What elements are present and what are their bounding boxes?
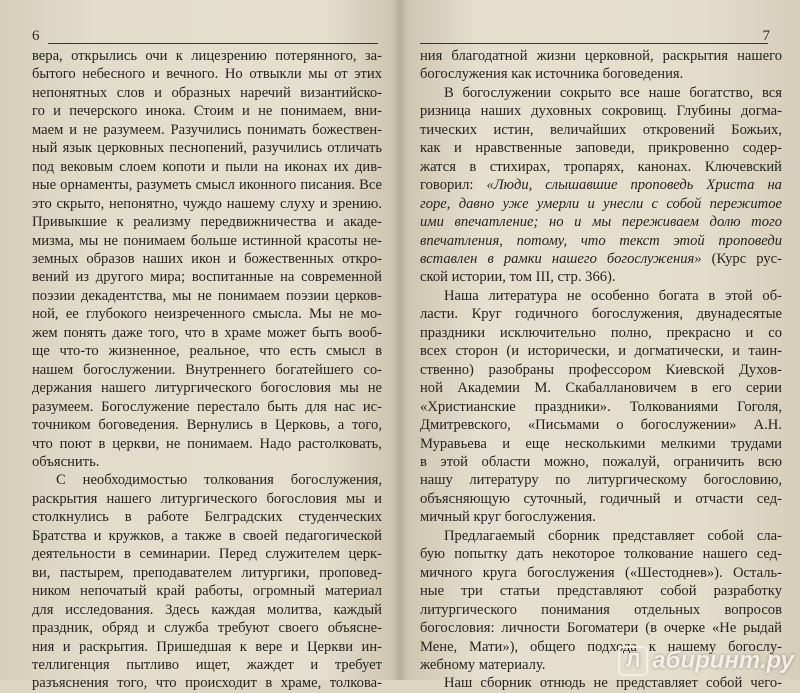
text-line: ником непочатый край работы, огромный материал xyxy=(32,583,382,600)
quote-prefix: говорил: xyxy=(420,177,487,194)
text-line: непонятных слов и образных наречий византийско- xyxy=(32,84,382,101)
labirint-watermark xyxy=(618,646,794,676)
text-line: раскрытия нашего литургического богословия мы и xyxy=(32,490,382,507)
text-line: ния и раскрытия. Пришедшая к вере и Церкви ин- xyxy=(32,638,382,655)
text-line: под вековым слоем копоти и пыли на иконах их див- xyxy=(32,158,382,175)
right-page xyxy=(402,0,800,692)
text-line: поэзии декадентства, мы не понимаем поэзии церков- xyxy=(32,287,382,304)
text-line: тических истин, величайших откровений Божьих, xyxy=(420,121,782,138)
text-line: «Христианские праздники». Толкованиями Гоголя, xyxy=(420,398,782,415)
text-line: жем понять даже того, что в храме может быть вооб- xyxy=(32,324,382,341)
text-line-quote xyxy=(420,176,782,194)
text-line: нашу литературу по литургическому богословию, xyxy=(420,472,782,489)
text-line: нашем богослужении. Внутреннего богатейшего со- xyxy=(32,361,382,378)
text-line: ще что-то жизненное, реальное, что есть смысл в xyxy=(32,343,382,360)
text-line: богословия: личности Богоматери (в очерке «Не рыдай xyxy=(420,620,782,637)
text-line: жатся в стихирах, тропарях, канонах. Ключевский xyxy=(420,158,782,175)
text-line: как и нравственные заповеди, прикровенно содер- xyxy=(420,140,782,157)
text-line: ной, ее глубокого неизреченного смысла. Мы не мо- xyxy=(32,306,382,323)
text-line: Дмитревского, «Письмами о богослужении» А.Н. xyxy=(420,417,782,434)
text-line: держания нашего литургического богословия мы не xyxy=(32,380,382,397)
text-line: праздники исключительно полно, прекрасно и со xyxy=(420,324,782,341)
watermark-badge: Л xyxy=(618,646,648,676)
text-line: столкнулись в работе Белградских студенческих xyxy=(32,509,382,526)
text-line: вений из другого мира; воспитанные на современной xyxy=(32,269,382,286)
left-page xyxy=(0,0,398,692)
right-page-text xyxy=(420,47,782,693)
text-line: Братства и кружков, а также в своей педагогической xyxy=(32,527,382,544)
text-line: вера, открылись очи к лицезрению потерянного, за- xyxy=(32,48,382,64)
text-line-quote xyxy=(420,250,782,268)
quote-suffix: (Курс рус- xyxy=(701,250,782,267)
text-line: ные три статьи представляют собой разработку xyxy=(420,583,782,600)
text-line: маем и не разумеем. Разучились понимать божествен- xyxy=(32,121,382,138)
text-line: Наш сборник отнюдь не представляет собой чего- xyxy=(444,675,782,692)
text-line: богослужения как источника боговедения. xyxy=(420,66,684,83)
text-line: ской истории, том III, стр. 366). xyxy=(420,269,616,286)
text-line: В богослужении сокрыто все наше богатство, вся xyxy=(444,84,782,101)
text-line: объясняющую суточный, годичный и отчасти сед- xyxy=(420,490,782,507)
quote-text: «Люди, слышавшие проповедь Христа на xyxy=(486,177,782,194)
text-line: мичный круг богослужения. xyxy=(420,509,596,526)
text-line: мизма, мы не понимаем больше истинной красоты не- xyxy=(32,232,382,249)
text-line: ви, пастырем, преподавателем литургики, проповед- xyxy=(32,564,382,581)
header-rule-left xyxy=(48,43,378,44)
text-line: литургического понимания отдельных вопросов xyxy=(420,601,782,618)
text-line: для исследования. Здесь каждая молитва, каждый xyxy=(32,601,382,618)
text-line: ный язык церковных песнопений, разучились отличать xyxy=(32,140,382,157)
text-line: С необходимостью толкования богослужения, xyxy=(56,472,382,489)
text-line: что поют в церкви, не понимаем. Надо растолковать, xyxy=(32,435,382,452)
text-line: земных образов наших икон и божественных откро- xyxy=(32,250,382,267)
text-line: бую попытку дать некоторое толкование нашего сед- xyxy=(420,546,782,563)
left-page-text xyxy=(32,47,382,693)
text-line: праздник, обряд и служба требуют своего объясне- xyxy=(32,620,382,637)
text-line: бытого небесного и вечного. Но отвыкли мы от этих xyxy=(32,66,382,83)
text-line: Привыкшие к реализму передвижничества и акаде- xyxy=(32,214,382,231)
text-line-quote: впечатления, потому, что текст этой проповеди xyxy=(420,232,782,249)
text-line: ласти. Круг годичного богослужения, двунадесятые xyxy=(420,306,782,323)
header-rule-right xyxy=(420,43,768,44)
text-line: ные орнаменты, разуметь смысл иконного писания. Все xyxy=(32,177,382,194)
text-line-quote: горе, давно уже умерли и унесли с собой пережитое xyxy=(420,195,782,212)
text-line: мичного круга богослужения («Шестоднев»). Осталь- xyxy=(420,564,782,581)
text-line: разъяснения того, что происходит в храме, толкова- xyxy=(32,675,382,692)
text-line: ной Академии М. Скабаллановичем в его серии xyxy=(420,380,782,397)
quote-text: вставлен в рамки нашего богослужения» xyxy=(420,250,702,267)
text-line: точником боговедения. Вернулись в Церковь, а того, xyxy=(32,417,382,434)
page-number-right: 7 xyxy=(762,28,770,44)
text-line: ризница наших духовных сокровищ. Глубины догма- xyxy=(420,103,782,120)
text-line: жебному материалу. xyxy=(420,656,546,673)
text-line: разумеем. Богослужение перестало быть для нас ис- xyxy=(32,398,382,415)
text-line: деятельности в семинарии. Перед служителем церк- xyxy=(32,546,382,563)
text-line: Муравьева и еще несколькими мелкими трудами xyxy=(420,435,782,452)
text-line: Предлагаемый сборник представляет собой сла- xyxy=(444,527,782,544)
text-line: объяснить. xyxy=(32,453,100,470)
text-line: го и печерского инока. Стоим и не понимаем, вни- xyxy=(32,103,382,120)
text-line: теллигенция пытливо ищет, жаждет и требует xyxy=(32,656,382,673)
text-line: Наша литература не особенно богата в этой об- xyxy=(444,287,782,304)
text-line-quote: ими впечатление; но и мы переживаем долю того xyxy=(420,214,782,231)
watermark-text: абиринт.ру xyxy=(652,647,794,674)
text-line: Мене, Мати»), общего подхода к нашему богослу- xyxy=(420,638,782,655)
text-line: в этой области можно, пожалуй, ограничить всю xyxy=(420,453,782,470)
text-line: всех сторон (и исторически, и догматически, и таин- xyxy=(420,343,782,360)
text-line: ния благодатной жизни церковной, раскрытия нашего xyxy=(420,48,782,64)
text-line: это скрыто, непонятно, чуждо нашему слуху и зрению. xyxy=(32,195,382,212)
text-line: ственно) разобраны профессором Киевской Духов- xyxy=(420,361,782,378)
page-number-left: 6 xyxy=(32,28,40,44)
